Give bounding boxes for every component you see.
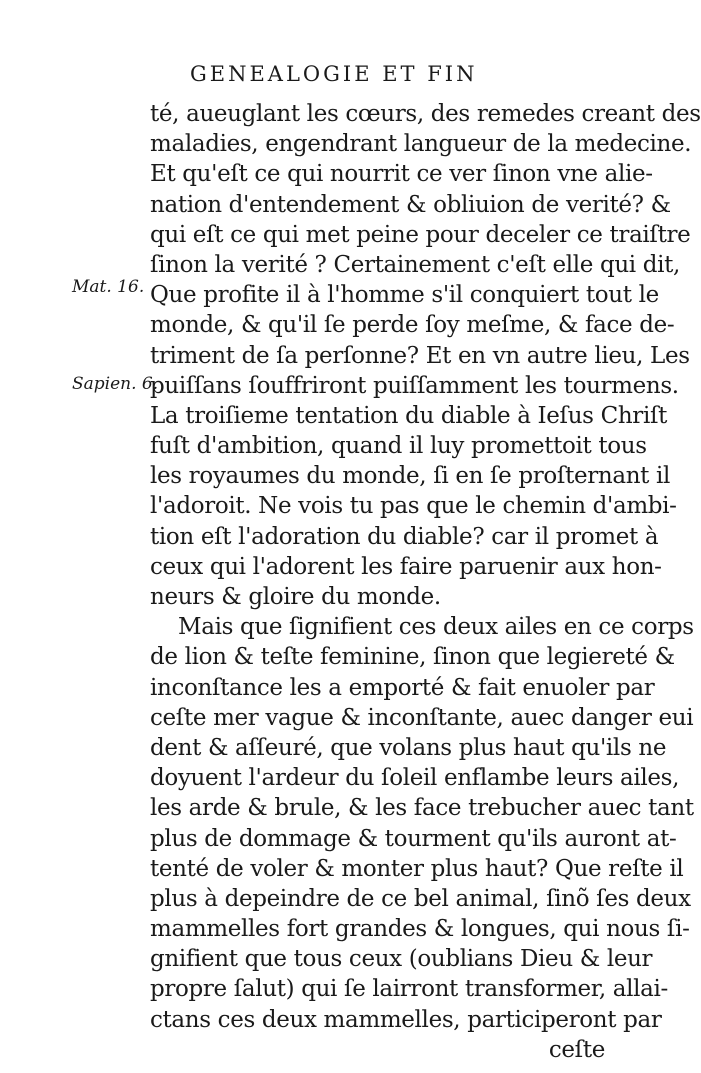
text-line: l'adoroit. Ne vois tu pas que le chemin d'ambi- [150, 493, 677, 520]
text-line: ctans ces deux mammelles, participeront par [150, 1006, 662, 1033]
text-block [150, 99, 701, 1065]
text-line: de lion & teſte feminine, ſinon que legiereté & [150, 644, 675, 671]
text-line: doyuent l'ardeur du ſoleil enflambe leurs ailes, [150, 765, 680, 792]
text-line: les arde & brule, & les face trebucher auec tant [150, 795, 694, 822]
text-line: inconſtance les a emporté & fait enuoler par [150, 674, 655, 701]
paragraph-start-line: Mais que ſignifient ces deux ailes en ce corps [178, 614, 694, 641]
text-line: ceux qui l'adorent les faire paruenir aux hon- [150, 553, 662, 580]
text-line: neurs & gloire du monde. [150, 584, 441, 610]
text-line: La troiſieme tentation du diable à Ieſus Chriſt [150, 402, 668, 429]
text-line: tion eſt l'adoration du diable? car il promet à [150, 523, 659, 550]
text-line: ſinon la verité ? Certainement c'eſt elle qui dit, [150, 251, 680, 278]
text-line: fuſt d'ambition, quand il luy promettoit tous [150, 433, 647, 460]
text-line: propre ſalut) qui ſe lairront transformer, allai- [150, 976, 668, 1003]
text-line: tenté de voler & monter plus haut? Que reſte il [150, 855, 684, 882]
margin-note-matthew: Mat. 16. [72, 277, 145, 297]
catchword: ceſte [548, 1036, 605, 1063]
text-line: puiſſans ſouffriront puiſſamment les tourmens. [150, 372, 679, 399]
text-line: dent & aſſeuré, que volans plus haut qu'ils ne [150, 734, 667, 761]
text-line: gnifient que tous ceux (oublians Dieu & leur [150, 946, 653, 973]
margin-note-sapience: Sapien. 6. [72, 374, 159, 394]
text-line: Et qu'eſt ce qui nourrit ce ver ſinon vne alie- [150, 161, 653, 188]
running-head: GENEALOGIE ET FIN [190, 62, 478, 86]
text-line: plus de dommage & tourment qu'ils auront at- [150, 825, 677, 852]
text-line: maladies, engendrant langueur de la medecine. [150, 131, 692, 158]
text-line: monde, & qu'il ſe perde ſoy meſme, & face de- [150, 312, 675, 339]
text-line: nation d'entendement & obliuion de verité? & [150, 191, 671, 218]
text-line: triment de ſa perſonne? Et en vn autre lieu, Les [150, 342, 690, 369]
text-line: les royaumes du monde, ſi en ſe proſternant il [150, 463, 671, 490]
text-line: qui eſt ce qui met peine pour deceler ce traiſtre [150, 221, 691, 248]
text-line: Que profite il à l'homme s'il conquiert tout le [150, 282, 659, 309]
text-line: ceſte mer vague & inconſtante, auec danger eui [150, 704, 694, 731]
text-line: té, aueuglant les cœurs, des remedes creant des [150, 101, 701, 127]
text-line: mammelles fort grandes & longues, qui nous ſi- [150, 916, 690, 943]
text-line: plus à depeindre de ce bel animal, ſinõ ſes deux [150, 885, 691, 912]
